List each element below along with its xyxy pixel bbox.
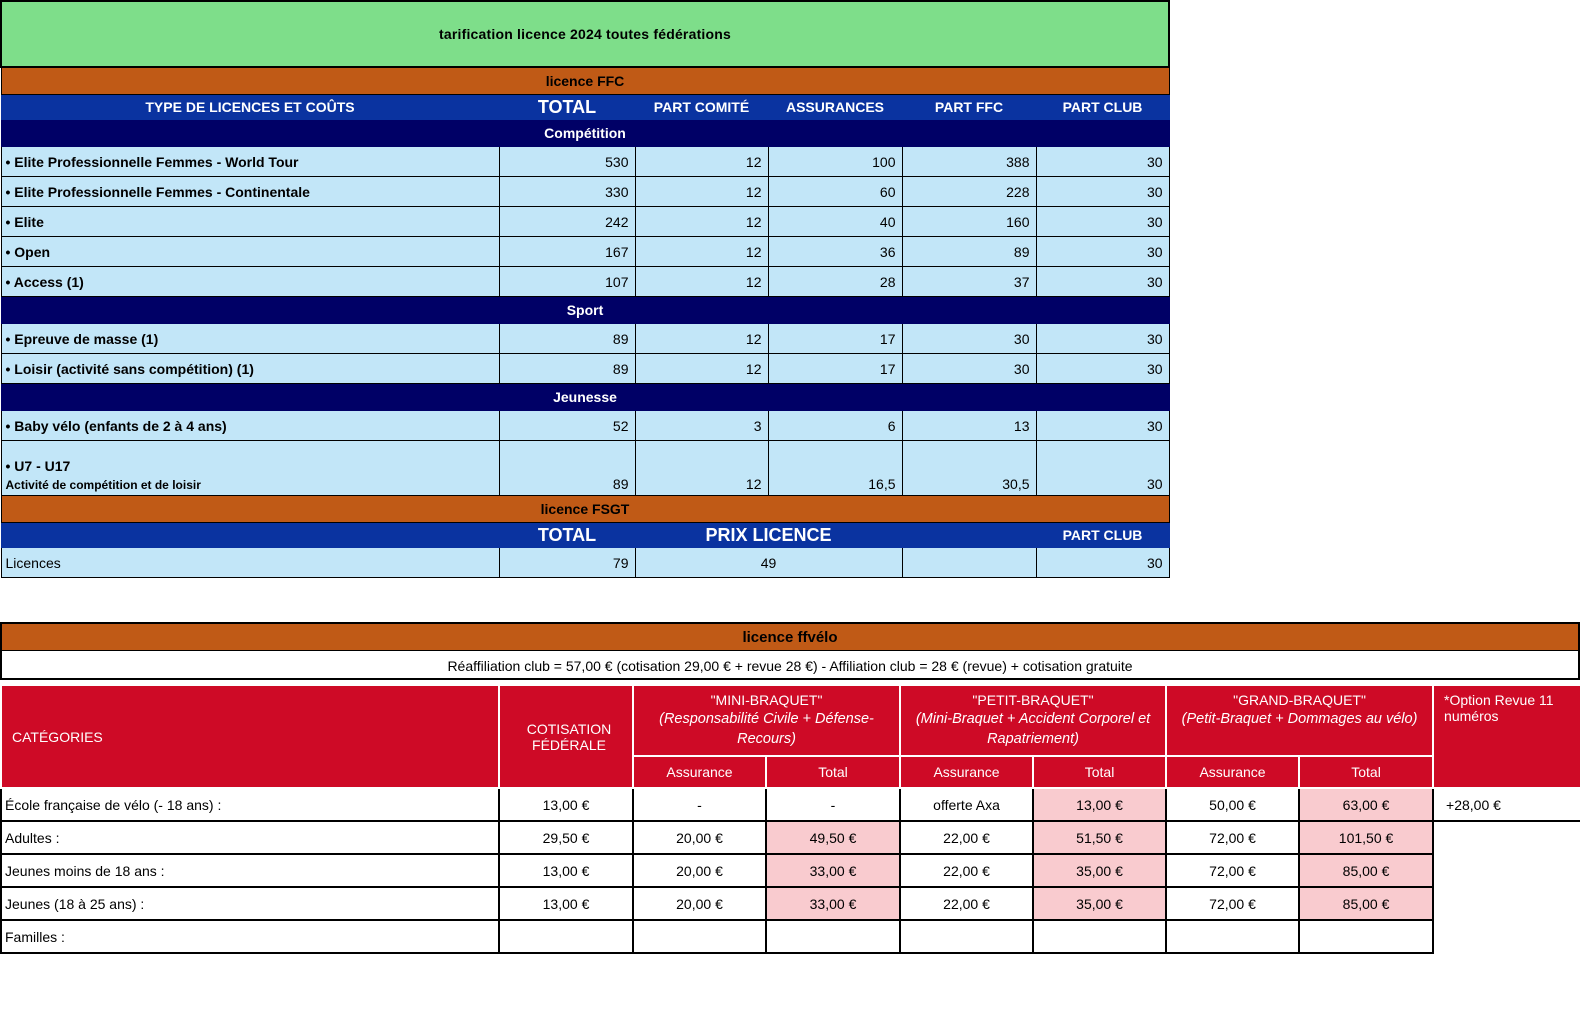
- cell-total: 242: [499, 207, 635, 237]
- cell-petit-assurance: 22,00 €: [900, 821, 1033, 854]
- row-label: • Loisir (activité sans compétition) (1): [1, 354, 499, 384]
- cell-total: 79: [499, 548, 635, 578]
- cell-option-revue: [1433, 854, 1580, 887]
- cell-petit-total: [1033, 920, 1166, 953]
- cell-option-revue: [1433, 920, 1580, 953]
- cell-petit-total: 35,00 €: [1033, 887, 1166, 920]
- fsgt-col-header-total: TOTAL: [499, 523, 635, 548]
- section-band-row: [1, 384, 1169, 411]
- row-category: Adultes :: [1, 821, 499, 854]
- row-label: • Open: [1, 237, 499, 267]
- ffc-band-label: licence FFC: [1, 67, 1169, 95]
- cell-prix-licence: 49: [635, 548, 902, 578]
- cell-club: 30: [1036, 441, 1169, 496]
- table-row: [1, 207, 1169, 237]
- table-row: [1, 887, 1580, 920]
- cell-club: 30: [1036, 548, 1169, 578]
- subcol-mini-assurance: Assurance: [633, 756, 766, 788]
- section-title-competition: Compétition: [1, 120, 1169, 147]
- row-label: • Elite: [1, 207, 499, 237]
- subcol-petit-total: Total: [1033, 756, 1166, 788]
- row-label: • Access (1): [1, 267, 499, 297]
- cell-ffc: 388: [902, 147, 1036, 177]
- ffc-band-row: [1, 67, 1169, 95]
- row-label: • Baby vélo (enfants de 2 à 4 ans): [1, 411, 499, 441]
- section-band-row: [1, 120, 1169, 147]
- table-row: [1, 854, 1580, 887]
- cell-assurances: 17: [768, 354, 902, 384]
- table-row: [1, 147, 1169, 177]
- cell-club: 30: [1036, 207, 1169, 237]
- cell-grand-assurance: 72,00 €: [1166, 854, 1299, 887]
- fsgt-col-header-part-club: PART CLUB: [1036, 523, 1169, 548]
- table-row: [1, 267, 1169, 297]
- cell-ffc: 30,5: [902, 441, 1036, 496]
- row-label: • Elite Professionnelle Femmes - Continentale: [1, 177, 499, 207]
- cell-total: 89: [499, 354, 635, 384]
- cell-ffc: 13: [902, 411, 1036, 441]
- col-header-option-revue: *Option Revue 11 numéros: [1433, 685, 1580, 788]
- cell-total: 167: [499, 237, 635, 267]
- ffc-header-row: [1, 95, 1169, 120]
- cell-total: 52: [499, 411, 635, 441]
- row-category: Familles :: [1, 920, 499, 953]
- cell-grand-assurance: 72,00 €: [1166, 887, 1299, 920]
- cell-assurances: 16,5: [768, 441, 902, 496]
- cell-ffc: 37: [902, 267, 1036, 297]
- fsgt-col-header-blank2: [902, 523, 1036, 548]
- cell-comite: 3: [635, 411, 768, 441]
- cell-comite: 12: [635, 354, 768, 384]
- cell-petit-total: 51,50 €: [1033, 821, 1166, 854]
- cell-assurances: 100: [768, 147, 902, 177]
- cell-club: 30: [1036, 354, 1169, 384]
- cell-mini-assurance: 20,00 €: [633, 821, 766, 854]
- table-row: [1, 920, 1580, 953]
- cell-club: 30: [1036, 411, 1169, 441]
- row-category: Jeunes moins de 18 ans :: [1, 854, 499, 887]
- cell-mini-assurance: [633, 920, 766, 953]
- cell-club: 30: [1036, 324, 1169, 354]
- cell-club: 30: [1036, 147, 1169, 177]
- col-header-categories: CATÉGORIES: [1, 685, 499, 788]
- group-header-petit-braquet: [900, 685, 1166, 756]
- col-header-part-club: PART CLUB: [1036, 95, 1169, 120]
- cell-assurances: 6: [768, 411, 902, 441]
- cell-mini-total: -: [766, 788, 900, 821]
- row-label: • Elite Professionnelle Femmes - World Tour: [1, 147, 499, 177]
- section-title-jeunesse: Jeunesse: [1, 384, 1169, 411]
- table-row: [1, 441, 1169, 496]
- cell-comite: 12: [635, 207, 768, 237]
- row-label-u7u17: [1, 441, 499, 496]
- cell-comite: 12: [635, 147, 768, 177]
- subcol-petit-assurance: Assurance: [900, 756, 1033, 788]
- fsgt-band-label: licence FSGT: [1, 496, 1169, 523]
- table-row: [1, 324, 1169, 354]
- cell-assurances: 40: [768, 207, 902, 237]
- cell-mini-total: 33,00 €: [766, 854, 900, 887]
- cell-ffc: 160: [902, 207, 1036, 237]
- cell-comite: 12: [635, 177, 768, 207]
- ffc-section: [0, 0, 1168, 578]
- cell-cotisation: 29,50 €: [499, 821, 633, 854]
- section-band-row: [1, 297, 1169, 324]
- cell-grand-total: 63,00 €: [1299, 788, 1433, 821]
- cell-grand-total: [1299, 920, 1433, 953]
- cell-grand-total: 85,00 €: [1299, 854, 1433, 887]
- section-title-sport: Sport: [1, 297, 1169, 324]
- cell-total: 107: [499, 267, 635, 297]
- ffvelo-group-header-row: [1, 685, 1580, 756]
- cell-mini-total: 49,50 €: [766, 821, 900, 854]
- cell-mini-total: 33,00 €: [766, 887, 900, 920]
- table-row: [1, 548, 1169, 578]
- cell-cotisation: 13,00 €: [499, 887, 633, 920]
- cell-assurances: 17: [768, 324, 902, 354]
- cell-total: 89: [499, 324, 635, 354]
- fsgt-col-header-blank: [1, 523, 499, 548]
- ffvelo-band-label: licence ffvélo: [0, 622, 1580, 650]
- row-label: • U7 - U17: [5, 458, 71, 474]
- cell-assurances: 28: [768, 267, 902, 297]
- cell-mini-assurance: 20,00 €: [633, 854, 766, 887]
- col-header-assurances: ASSURANCES: [768, 95, 902, 120]
- cell-cotisation: 13,00 €: [499, 854, 633, 887]
- ffvelo-note: Réaffiliation club = 57,00 € (cotisation 29,00 € + revue 28 €) - Affiliation club = 28 € (revue) + cotisation gratuite: [0, 650, 1580, 680]
- group-desc: (Responsabilité Civile + Défense-Recours): [659, 711, 874, 747]
- group-header-grand-braquet: [1166, 685, 1433, 756]
- row-label: • Epreuve de masse (1): [1, 324, 499, 354]
- table-row: [1, 411, 1169, 441]
- table-row: [1, 177, 1169, 207]
- cell-grand-assurance: [1166, 920, 1299, 953]
- fsgt-col-header-prix-licence: PRIX LICENCE: [635, 523, 902, 548]
- ffvelo-table: [0, 684, 1580, 954]
- cell-assurances: 60: [768, 177, 902, 207]
- cell-empty: [902, 548, 1036, 578]
- cell-petit-total: 35,00 €: [1033, 854, 1166, 887]
- cell-comite: 12: [635, 267, 768, 297]
- cell-petit-assurance: offerte Axa: [900, 788, 1033, 821]
- row-sublabel: Activité de compétition et de loisir: [5, 478, 201, 492]
- table-row: [1, 821, 1580, 854]
- group-desc: (Mini-Braquet + Accident Corporel et Rapatriement): [915, 711, 1151, 747]
- cell-option-revue: +28,00 €: [1433, 788, 1580, 821]
- fsgt-band-row: [1, 496, 1169, 523]
- col-header-total: TOTAL: [499, 95, 635, 120]
- row-category: École française de vélo (- 18 ans) :: [1, 788, 499, 821]
- cell-ffc: 89: [902, 237, 1036, 267]
- cell-mini-assurance: -: [633, 788, 766, 821]
- cell-cotisation: [499, 920, 633, 953]
- cell-grand-assurance: 50,00 €: [1166, 788, 1299, 821]
- cell-petit-total: 13,00 €: [1033, 788, 1166, 821]
- cell-total: 89: [499, 441, 635, 496]
- subcol-grand-assurance: Assurance: [1166, 756, 1299, 788]
- cell-option-revue: [1433, 887, 1580, 920]
- group-name: "PETIT-BRAQUET": [972, 692, 1094, 708]
- group-desc: (Petit-Braquet + Dommages au vélo): [1181, 711, 1418, 727]
- cell-mini-total: [766, 920, 900, 953]
- row-category: Jeunes (18 à 25 ans) :: [1, 887, 499, 920]
- cell-grand-total: 85,00 €: [1299, 887, 1433, 920]
- table-row: [1, 354, 1169, 384]
- cell-club: 30: [1036, 237, 1169, 267]
- col-header-part-ffc: PART FFC: [902, 95, 1036, 120]
- cell-club: 30: [1036, 267, 1169, 297]
- page-title: tarification licence 2024 toutes fédérations: [1, 1, 1169, 67]
- col-header-type: TYPE DE LICENCES ET COÛTS: [1, 95, 499, 120]
- col-header-cotisation-federale: COTISATION FÉDÉRALE: [499, 685, 633, 788]
- cell-ffc: 30: [902, 324, 1036, 354]
- cell-comite: 12: [635, 324, 768, 354]
- subcol-grand-total: Total: [1299, 756, 1433, 788]
- cell-petit-assurance: [900, 920, 1033, 953]
- cell-option-revue: [1433, 821, 1580, 854]
- cell-cotisation: 13,00 €: [499, 788, 633, 821]
- cell-comite: 12: [635, 441, 768, 496]
- group-header-mini-braquet: [633, 685, 900, 756]
- ffvelo-section: [0, 622, 1580, 954]
- cell-ffc: 228: [902, 177, 1036, 207]
- cell-comite: 12: [635, 237, 768, 267]
- ffc-table: [0, 0, 1170, 578]
- cell-grand-total: 101,50 €: [1299, 821, 1433, 854]
- row-label: Licences: [1, 548, 499, 578]
- cell-ffc: 30: [902, 354, 1036, 384]
- group-name: "MINI-BRAQUET": [710, 692, 823, 708]
- cell-club: 30: [1036, 177, 1169, 207]
- cell-grand-assurance: 72,00 €: [1166, 821, 1299, 854]
- subcol-mini-total: Total: [766, 756, 900, 788]
- cell-assurances: 36: [768, 237, 902, 267]
- cell-total: 330: [499, 177, 635, 207]
- title-row: [1, 1, 1169, 67]
- cell-petit-assurance: 22,00 €: [900, 854, 1033, 887]
- group-name: "GRAND-BRAQUET": [1233, 692, 1366, 708]
- cell-petit-assurance: 22,00 €: [900, 887, 1033, 920]
- table-row: [1, 237, 1169, 267]
- table-row: [1, 788, 1580, 821]
- cell-mini-assurance: 20,00 €: [633, 887, 766, 920]
- col-header-part-comite: PART COMITÉ: [635, 95, 768, 120]
- cell-total: 530: [499, 147, 635, 177]
- fsgt-header-row: [1, 523, 1169, 548]
